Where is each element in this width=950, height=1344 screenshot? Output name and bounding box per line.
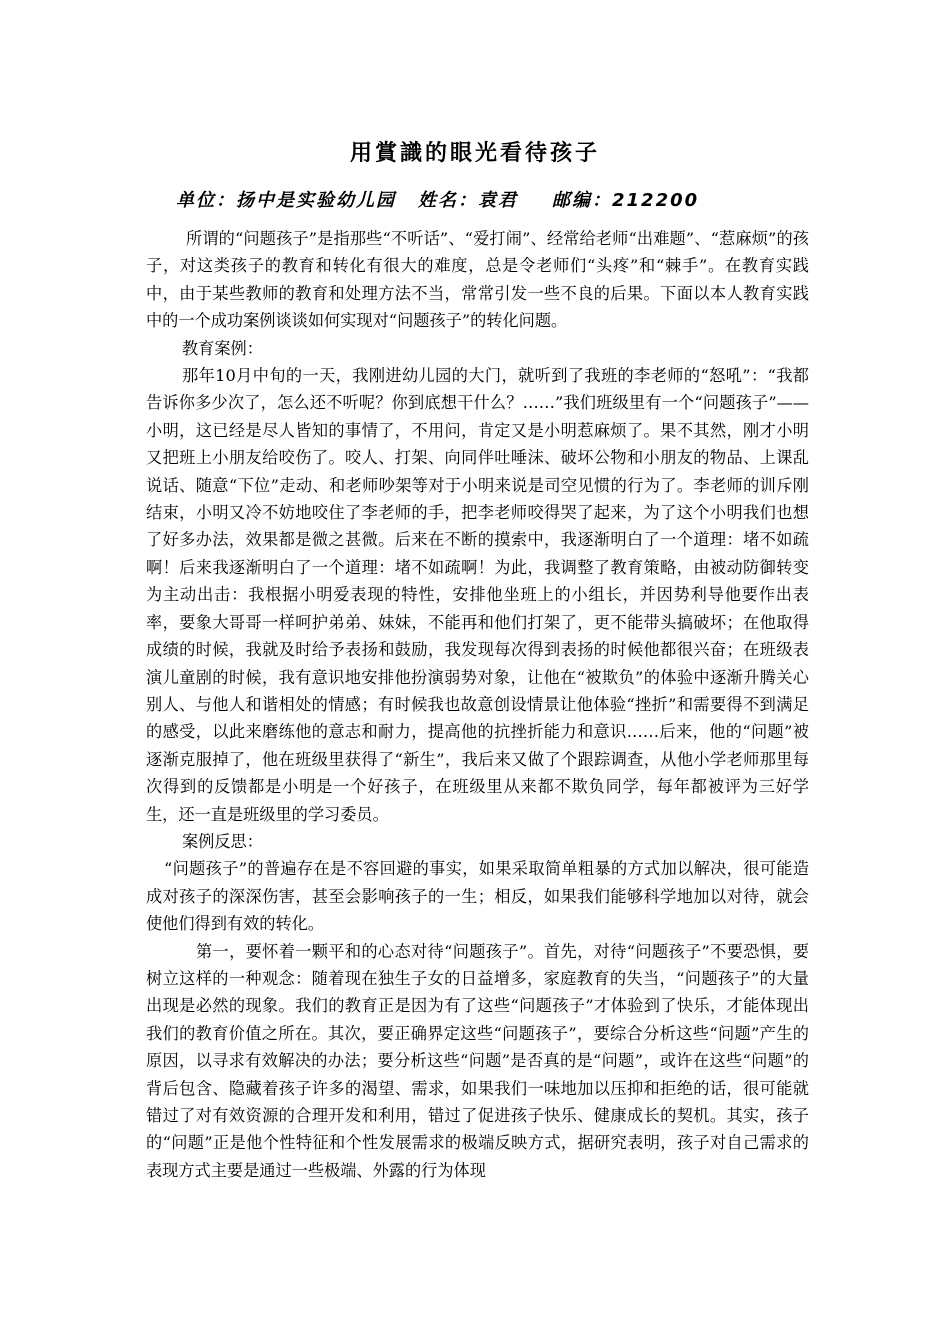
unit-label: 单位：: [176, 190, 236, 211]
reflection-paragraph: “问题孩子”的普遍存在是不容回避的事实，如果采取简单粗暴的方式加以解决，很可能造成对孩子的深深伤害，甚至会影响孩子的一生；相反，如果我们能够科学地加以对待，就会使他们得到有效的转化。: [146, 859, 809, 934]
case-heading: 教育案例：: [182, 338, 263, 358]
name-label: 姓名：: [418, 190, 478, 211]
author-byline: [176, 186, 699, 212]
intro-paragraph: 所谓的“问题孩子”是指那些“不听话”、“爱打闹”、经常给老师“出难题”、“惹麻烦”的孩子，对这类孩子的教育和转化有很大的难度，总是令老师们“头疼”和“棘手”。在教育实践中，由于某些教师的教育和处理方法不当，常常引发一些不良的后果。下面以本人教育实践中的一个成功案例谈谈如何实现对“问题孩子”的转化问题。: [146, 229, 809, 331]
document-title: 用賞識的眼光看待孩子: [349, 141, 600, 166]
case-paragraph: 那年10月中旬的一天，我刚进幼儿园的大门，就听到了我班的李老师的“怒吼”：“我都告诉你多少次了，怎么还不听呢？你到底想干什么？……”我们班级里有一个“问题孩子”——小明，这已经是尽人皆知的事情了，不用问，肯定又是小明惹麻烦了。果不其然，刚才小明又把班上小朋友给咬伤了。咬人、打架、向同伴吐唾沫、破坏公物和小朋友的物品、上课乱说话、随意“下位”走动、和老师吵架等对于小明来说是司空见惯的行为了。李老师的训斥刚结束，小明又冷不妨地咬住了李老师的手，把李老师咬得哭了起来，为了这个小明我们也想了好多办法，效果都是微之甚微。后来在不断的摸索中，我逐渐明白了一个道理：堵不如疏啊！后来我逐渐明白了一个道理：堵不如疏啊！为此，我调整了教育策略，由被动防御转变为主动出击：我根据小明爱表现的特性，安排他坐班上的小组长，并因势利导他要作出表率，要象大哥哥一样呵护弟弟、妹妹，不能再和他们打架了，更不能带头搞破坏；在他取得成绩的时候，我就及时给予表扬和鼓励，我发现每次得到表扬的时候他都很兴奋；在班级表演儿童剧的时候，我有意识地安排他扮演弱势对象，让他在“被欺负”的体验中逐渐升腾关心别人、与他人和谐相处的情感；有时候我也故意创设情景让他体验“挫折”和需要得不到满足的感受，以此来磨练他的意志和耐力，提高他的抗挫折能力和意识……后来，他的“问题”被逐渐克服掉了，他在班级里获得了“新生”，我后来又做了个跟踪调查，从他小学老师那里每次得到的反馈都是小明是一个好孩子，在班级里从来都不欺负同学，每年都被评为三好学生，还一直是班级里的学习委员。: [146, 366, 809, 824]
unit-value: 扬中是实验幼儿园: [236, 190, 396, 211]
first-point-paragraph: 第一，要怀着一颗平和的心态对待“问题孩子”。首先，对待“问题孩子”不要恐惧，要树立这样的一种观念：随着现在独生子女的日益增多，家庭教育的失当，“问题孩子”的大量出现是必然的现象。我们的教育正是因为有了这些“问题孩子”才体验到了快乐，才能体现出我们的教育价值之所在。其次，要正确界定这些“问题孩子”，要综合分析这些“问题”产生的原因，以寻求有效解决的办法；要分析这些“问题”是否真的是“问题”，或许在这些“问题”的背后包含、隐藏着孩子许多的渴望、需求，如果我们一味地加以压抑和拒绝的话，很可能就错过了对有效资源的合理开发和利用，错过了促进孩子快乐、健康成长的契机。其实，孩子的“问题”正是他个性特征和个性发展需求的极端反映方式，据研究表明，孩子对自己需求的表现方式主要是通过一些极端、外露的行为体现: [146, 941, 809, 1180]
postcode-value: 212200: [612, 190, 700, 211]
postcode-label: 邮编：: [552, 190, 612, 211]
reflection-heading: 案例反思：: [182, 831, 263, 851]
name-value: 袁君: [478, 190, 518, 211]
document-body: [146, 225, 809, 1184]
